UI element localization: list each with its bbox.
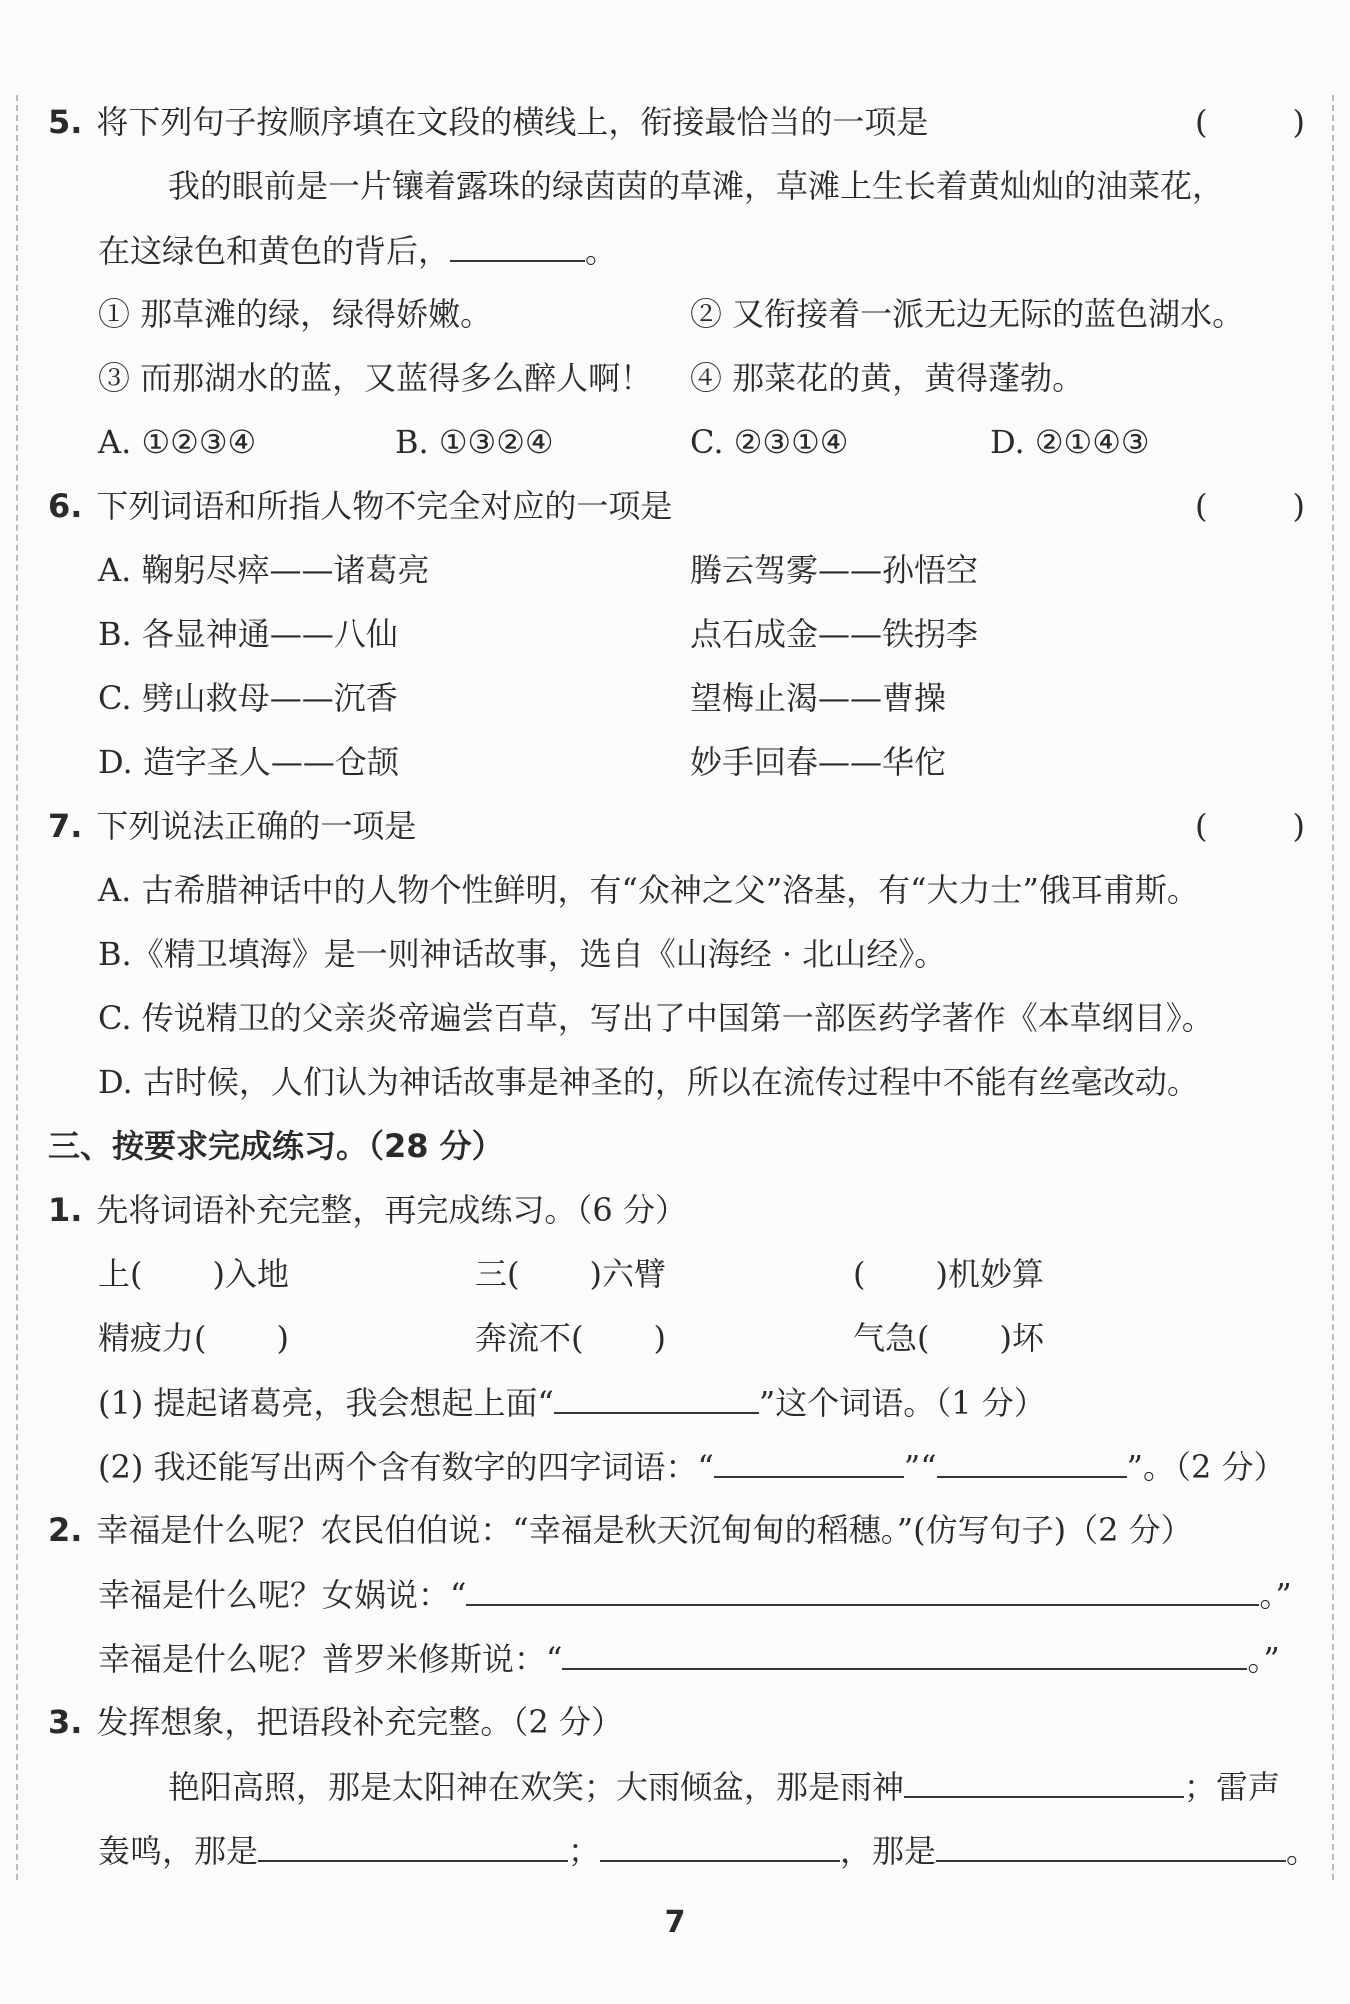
s3q2-line-1 <box>98 1574 1292 1615</box>
s3q2-number: 2. <box>48 1511 83 1549</box>
q5-number: 5. <box>48 103 83 141</box>
idiom-1-pre: 上( <box>98 1255 143 1293</box>
s3q3-mid: ，那是 <box>840 1832 937 1870</box>
q7-stem <box>48 806 416 846</box>
q5-para2 <box>98 230 617 271</box>
q5-stem-text: 将下列句子按顺序填在文段的横线上，衔接最恰当的一项是 <box>96 103 929 141</box>
s3q3-blank-1[interactable] <box>904 1766 1184 1798</box>
sub1-end: ”这个词语。（1 分） <box>758 1384 1046 1422</box>
s3q3-blank-3[interactable] <box>600 1830 840 1862</box>
q5-option-b[interactable]: B. ①③②④ <box>395 423 554 461</box>
q5-sentence-4: ④ 那菜花的黄，黄得蓬勃。 <box>690 359 1085 397</box>
q7-option-a[interactable]: A. 古希腊神话中的人物个性鲜明，有“众神之父”洛基，有“大力士”俄耳甫斯。 <box>98 871 1199 909</box>
q6-option-d-left[interactable]: D. 造字圣人——仓颉 <box>98 743 399 781</box>
s3q3-para-2 <box>98 1830 1318 1871</box>
s3q3-end: 。 <box>1286 1832 1319 1870</box>
s3q3-stem <box>48 1702 623 1742</box>
s3q3-para-1-text: 艳阳高照，那是太阳神在欢笑；大雨倾盆，那是雨神 <box>168 1768 905 1806</box>
paren-left: ( <box>1195 103 1208 141</box>
idiom-5-pre: 奔流不( <box>475 1319 584 1357</box>
q6-option-c-left[interactable]: C. 劈山救母——沉香 <box>98 679 398 717</box>
idiom-2-pre: 三( <box>475 1255 520 1293</box>
q6-stem <box>48 486 672 526</box>
s3q3-para-1-end: ；雷声 <box>1184 1768 1281 1806</box>
q6-option-c-right: 望梅止渴——曹操 <box>690 679 947 717</box>
q7-stem-text: 下列说法正确的一项是 <box>96 807 417 845</box>
sub2-text: (2) 我还能写出两个含有数字的四字词语：“ <box>98 1448 714 1486</box>
idiom-4-post: ) <box>276 1319 289 1357</box>
sub1-blank[interactable] <box>554 1382 759 1414</box>
q6-number: 6. <box>48 487 83 525</box>
q6-answer-paren[interactable] <box>1195 486 1305 526</box>
sub2-end: ”。（2 分） <box>1126 1448 1286 1486</box>
q7-number: 7. <box>48 807 83 845</box>
q6-stem-text: 下列词语和所指人物不完全对应的一项是 <box>96 487 673 525</box>
paren-right: ) <box>1292 487 1305 525</box>
left-margin-line <box>16 95 18 1880</box>
q6-option-d-right: 妙手回春——华佗 <box>690 743 947 781</box>
q7-option-c[interactable]: C. 传说精卫的父亲炎帝遍尝百草，写出了中国第一部医药学著作《本草纲目》。 <box>98 999 1214 1037</box>
sub2-blank-1[interactable] <box>714 1446 904 1478</box>
s3q1-number: 1. <box>48 1191 83 1229</box>
s3q2-stem <box>48 1510 1193 1550</box>
idiom-3-pre: ( <box>853 1255 866 1293</box>
idiom-6-pre: 气急( <box>853 1319 930 1357</box>
paren-left: ( <box>1195 807 1208 845</box>
q5-answer-paren[interactable] <box>1195 102 1305 142</box>
right-margin-line <box>1332 95 1334 1880</box>
q5-sentence-2: ② 又衔接着一派无边无际的蓝色湖水。 <box>690 295 1245 333</box>
s3q2-line-1-text: 幸福是什么呢？女娲说：“ <box>98 1576 467 1614</box>
s3q3-stem-text: 发挥想象，把语段补充完整。（2 分） <box>96 1703 623 1741</box>
q6-option-b-left[interactable]: B. 各显神通——八仙 <box>98 615 398 653</box>
s3q2-line-2-text: 幸福是什么呢？普罗米修斯说：“ <box>98 1640 563 1678</box>
q7-option-b[interactable]: B.《精卫填海》是一则神话故事，选自《山海经 · 北山经》。 <box>98 935 947 973</box>
sub2-mid: ”“ <box>903 1448 937 1486</box>
s3q3-blank-2[interactable] <box>258 1830 568 1862</box>
q5-sentence-3: ③ 而那湖水的蓝，又蓝得多么醉人啊！ <box>98 359 653 397</box>
q5-option-c[interactable]: C. ②③①④ <box>690 423 849 461</box>
s3q3-sep: ； <box>568 1832 601 1870</box>
section-3-heading: 三、按要求完成练习。（28 分） <box>48 1127 504 1165</box>
s3q2-line-2-end: 。” <box>1247 1640 1280 1678</box>
idiom-4-pre: 精疲力( <box>98 1319 207 1357</box>
idiom-2-post: )六臂 <box>589 1255 666 1293</box>
page-number: 7 <box>664 1905 686 1940</box>
q5-para2-end: 。 <box>585 232 618 270</box>
paren-left: ( <box>1195 487 1208 525</box>
s3q1-sub1 <box>98 1382 1046 1423</box>
q5-blank[interactable] <box>450 230 585 262</box>
s3q3-blank-4[interactable] <box>936 1830 1286 1862</box>
sub1-text: (1) 提起诸葛亮，我会想起上面“ <box>98 1384 554 1422</box>
q5-stem <box>48 102 928 142</box>
s3q2-blank-1[interactable] <box>466 1574 1259 1606</box>
idiom-1[interactable] <box>98 1254 289 1294</box>
s3q3-para-2-text: 轰鸣，那是 <box>98 1832 259 1870</box>
q5-option-a[interactable]: A. ①②③④ <box>98 423 257 461</box>
idiom-3-post: )机妙算 <box>935 1255 1044 1293</box>
sub2-blank-2[interactable] <box>937 1446 1127 1478</box>
s3q3-para-1 <box>168 1766 1280 1807</box>
paren-right: ) <box>1292 103 1305 141</box>
paren-right: ) <box>1292 807 1305 845</box>
s3q2-blank-2[interactable] <box>562 1638 1247 1670</box>
idiom-6-post: )坏 <box>999 1319 1044 1357</box>
s3q1-stem-text: 先将词语补充完整，再完成练习。（6 分） <box>96 1191 687 1229</box>
idiom-4[interactable] <box>98 1318 289 1358</box>
q5-option-d[interactable]: D. ②①④③ <box>990 423 1150 461</box>
q6-option-a-right: 腾云驾雾——孙悟空 <box>690 551 979 589</box>
s3q1-sub2 <box>98 1446 1286 1487</box>
q5-sentence-1: ① 那草滩的绿，绿得娇嫩。 <box>98 295 493 333</box>
q5-para1: 我的眼前是一片镶着露珠的绿茵茵的草滩，草滩上生长着黄灿灿的油菜花， <box>168 167 1225 205</box>
s3q2-line-2 <box>98 1638 1280 1679</box>
idiom-2[interactable] <box>475 1254 666 1294</box>
idiom-5[interactable] <box>475 1318 666 1358</box>
s3q1-stem <box>48 1190 687 1230</box>
q5-para2-text: 在这绿色和黄色的背后， <box>98 232 451 270</box>
idiom-3[interactable] <box>853 1254 1044 1294</box>
q7-option-d[interactable]: D. 古时候，人们认为神话故事是神圣的，所以在流传过程中不能有丝毫改动。 <box>98 1063 1199 1101</box>
idiom-5-post: ) <box>653 1319 666 1357</box>
s3q2-stem-text: 幸福是什么呢？农民伯伯说：“幸福是秋天沉甸甸的稻穗。”(仿写句子)（2 分） <box>96 1511 1193 1549</box>
q6-option-a-left[interactable]: A. 鞠躬尽瘁——诸葛亮 <box>98 551 430 589</box>
s3q3-number: 3. <box>48 1703 83 1741</box>
q6-option-b-right: 点石成金——铁拐李 <box>690 615 979 653</box>
idiom-6[interactable] <box>853 1318 1044 1358</box>
idiom-1-post: )入地 <box>212 1255 289 1293</box>
q7-answer-paren[interactable] <box>1195 806 1305 846</box>
s3q2-line-1-end: 。” <box>1259 1576 1292 1614</box>
